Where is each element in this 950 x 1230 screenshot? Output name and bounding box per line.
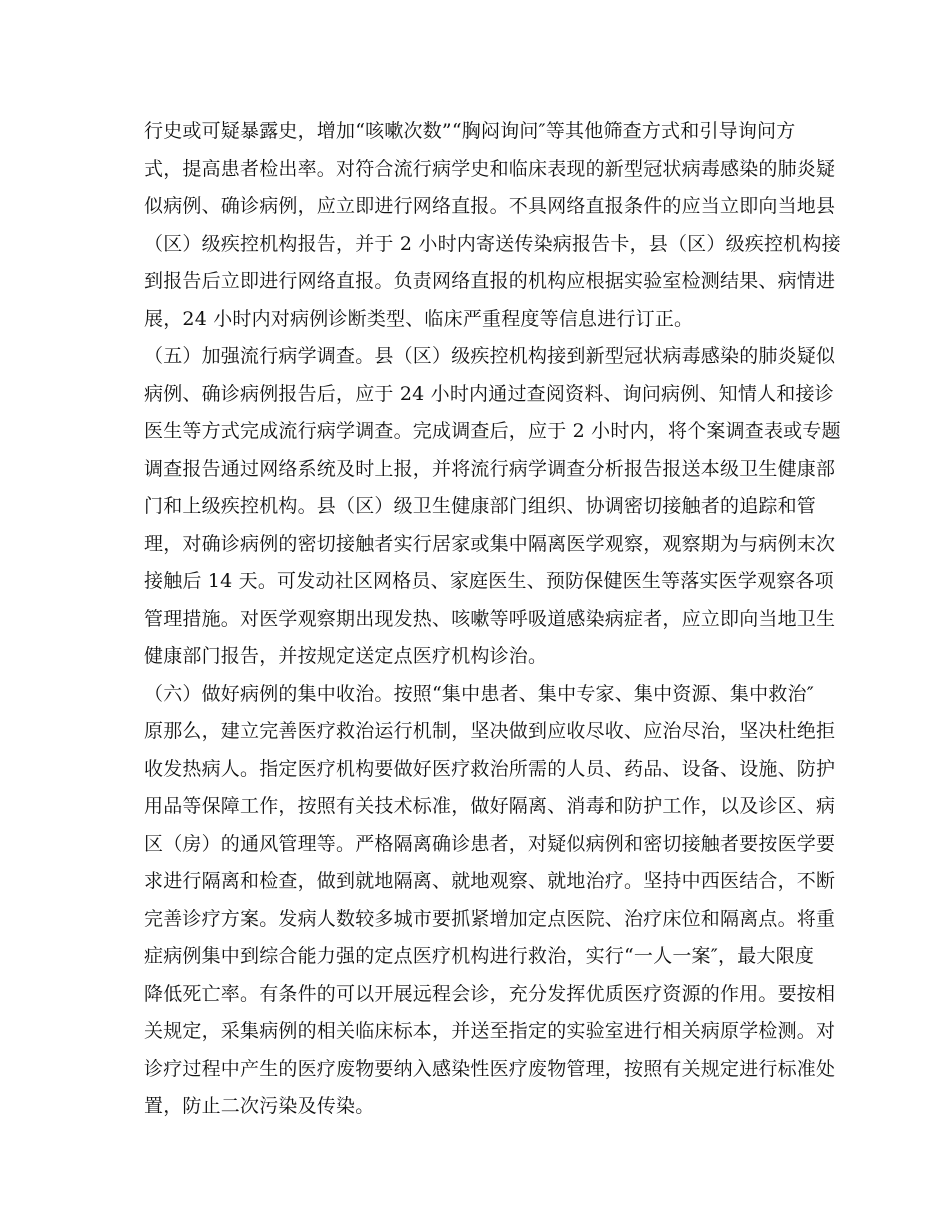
text-line: 管理措施。对医学观察期出现发热、咳嗽等呼吸道感染病症者，应立即向当地卫生 xyxy=(144,608,836,630)
text-line: （五）加强流行病学调查。县（区）级疾控机构接到新型冠状病毒感染的肺炎疑似 xyxy=(144,345,836,367)
text-line: （区）级疾控机构报告，并于 2 小时内寄送传染病报告卡，县（区）级疾控机构接 xyxy=(144,233,841,255)
text-line: 似病例、确诊病例，应立即进行网络直报。不具网络直报条件的应当立即向当地县 xyxy=(144,195,836,217)
text-line: 病例、确诊病例报告后，应于 24 小时内通过查阅资料、询问病例、知情人和接诊 xyxy=(144,383,834,405)
text-line: 关规定，采集病例的相关临床标本，并送至指定的实验室进行相关病原学检测。对 xyxy=(144,1020,836,1042)
text-line: 收发热病人。指定医疗机构要做好医疗救治所需的人员、药品、设备、设施、防护 xyxy=(144,758,836,780)
text-line: 区（房）的通风管理等。严格隔离确诊患者，对疑似病例和密切接触者要按医学要 xyxy=(144,833,836,855)
text-line: 完善诊疗方案。发病人数较多城市要抓紧增加定点医院、治疗床位和隔离点。将重 xyxy=(144,908,836,930)
text-line: 调查报告通过网络系统及时上报，并将流行病学调查分析报告报送本级卫生健康部 xyxy=(144,458,836,480)
text-line: 症病例集中到综合能力强的定点医疗机构进行救治，实行“一人一案″，最大限度 xyxy=(144,945,815,967)
text-line: 接触后 14 天。可发动社区网格员、家庭医生、预防保健医生等落实医学观察各项 xyxy=(144,570,834,592)
text-line: 健康部门报告，并按规定送定点医疗机构诊治。 xyxy=(144,645,548,667)
text-line: （六）做好病例的集中收治。按照“集中患者、集中专家、集中资源、集中救治″ xyxy=(144,683,815,705)
text-line: 降低死亡率。有条件的可以开展远程会诊，充分发挥优质医疗资源的作用。要按相 xyxy=(144,983,836,1005)
text-line: 用品等保障工作，按照有关技术标准，做好隔离、消毒和防护工作，以及诊区、病 xyxy=(144,795,836,817)
text-line: 门和上级疾控机构。县（区）级卫生健康部门组织、协调密切接触者的追踪和管 xyxy=(144,495,817,517)
text-line: 理，对确诊病例的密切接触者实行居家或集中隔离医学观察，观察期为与病例末次 xyxy=(144,533,836,555)
text-line: 医生等方式完成流行病学调查。完成调查后，应于 2 小时内，将个案调查表或专题 xyxy=(144,420,841,442)
text-line: 求进行隔离和检查，做到就地隔离、就地观察、就地治疗。坚持中西医结合，不断 xyxy=(144,870,836,892)
text-line: 诊疗过程中产生的医疗废物要纳入感染性医疗废物管理，按照有关规定进行标准处 xyxy=(144,1058,836,1080)
text-line: 展，24 小时内对病例诊断类型、临床严重程度等信息进行订正。 xyxy=(144,308,694,330)
text-line: 到报告后立即进行网络直报。负责网络直报的机构应根据实验室检测结果、病情进 xyxy=(144,270,836,292)
text-line: 式，提高患者检出率。对符合流行病学史和临床表现的新型冠状病毒感染的肺炎疑 xyxy=(144,158,836,180)
text-line: 行史或可疑暴露史，增加“咳嗽次数”“胸闷询问″等其他筛查方式和引导询问方 xyxy=(144,120,796,142)
text-line: 置，防止二次污染及传染。 xyxy=(144,1095,375,1117)
text-line: 原那么，建立完善医疗救治运行机制，坚决做到应收尽收、应治尽治，坚决杜绝拒 xyxy=(144,720,836,742)
